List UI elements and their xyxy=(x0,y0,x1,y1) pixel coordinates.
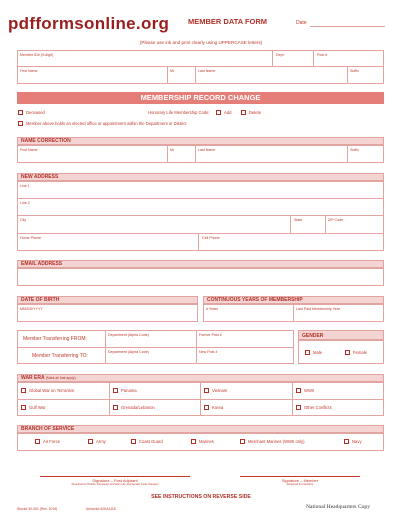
post-label: Post # xyxy=(317,53,328,57)
mi-label: MI xyxy=(170,69,174,73)
branch-airforce-label: Air Force xyxy=(43,439,60,444)
add-label: Add xyxy=(224,110,232,115)
last-name-label: Last Name xyxy=(198,69,216,73)
national-hq-copy: National Headquarters Copy xyxy=(306,504,370,510)
branch-marines-checkbox[interactable] xyxy=(191,439,196,444)
city-label: City xyxy=(20,218,27,222)
delete-checkbox[interactable] xyxy=(241,110,246,115)
branch-coastguard-label: Coast Guard xyxy=(139,439,163,444)
branch-merchant-checkbox[interactable] xyxy=(240,439,245,444)
email-field[interactable] xyxy=(17,268,384,286)
elected-label: Member above holds an elected office or appointment within the Department or District xyxy=(26,121,187,126)
war-era-header xyxy=(17,374,384,382)
branch-airforce-checkbox[interactable] xyxy=(35,439,40,444)
dob-format-label: MM/DD/YYYY xyxy=(20,307,43,311)
sig-right-note: (Required for transfers) xyxy=(286,483,314,486)
first-name-label: First Name xyxy=(20,69,38,73)
nc-first-label: First Name xyxy=(20,148,38,152)
war-vietnam-checkbox[interactable] xyxy=(204,388,209,393)
war-grenada-checkbox[interactable] xyxy=(113,405,118,410)
war-panama-label: Panama xyxy=(121,388,137,393)
transfer-to-label: Member Transferring TO: xyxy=(32,353,88,359)
branch-navy-checkbox[interactable] xyxy=(344,439,349,444)
years-header: CONTINUOUS YEARS OF MEMBERSHIP xyxy=(203,296,384,304)
branch-marines-label: Marines xyxy=(199,439,214,444)
last-paid-label: Last Paid Membership Year xyxy=(296,307,340,311)
deceased-checkbox[interactable] xyxy=(18,110,23,115)
branch-header: BRANCH OF SERVICE xyxy=(17,425,384,433)
date-line[interactable] xyxy=(310,26,385,27)
war-gulf-checkbox[interactable] xyxy=(21,405,26,410)
name-correction-header: NAME CORRECTION xyxy=(17,137,384,145)
site-watermark: pdfformsonline.org xyxy=(8,14,170,33)
honorary-label: Honorary Life Membership Code: xyxy=(148,110,210,115)
war-era-note: (Mark all that apply) xyxy=(45,376,76,380)
stock-number: Stock# 30-051 (Rev. 2019) xyxy=(17,507,58,511)
new-post-label: New Post # xyxy=(199,350,218,354)
add-checkbox[interactable] xyxy=(216,110,221,115)
nc-mi-label: MI xyxy=(170,148,174,152)
new-address-header: NEW ADDRESS xyxy=(17,173,384,181)
sig-left-note: (Required for Deaths, Deceased, Honorary Life and Gender Code changes) xyxy=(71,483,159,486)
branch-army-checkbox[interactable] xyxy=(88,439,93,444)
war-vietnam-label: Vietnam xyxy=(212,388,228,393)
war-gwot-checkbox[interactable] xyxy=(21,388,26,393)
line2-label: Line 2 xyxy=(20,201,30,205)
suffix-label: Suffix xyxy=(350,69,359,73)
sig-left-label: Signature – Post Adjutant xyxy=(92,478,138,483)
war-grenada-label: Grenada/Lebanon xyxy=(121,405,155,410)
war-gwot-label: Global War on Terrorism xyxy=(29,388,75,393)
transfer-from-label: Member Transferring FROM: xyxy=(23,336,87,342)
war-korea-checkbox[interactable] xyxy=(204,405,209,410)
years-label: # Years xyxy=(206,307,218,311)
male-label: Male xyxy=(313,350,323,355)
nc-last-label: Last Name xyxy=(198,148,216,152)
war-other-checkbox[interactable] xyxy=(296,405,301,410)
artwork-number: Artwork# 62KA1118 xyxy=(86,507,116,511)
war-gulf-label: Gulf War xyxy=(29,405,46,410)
elected-checkbox[interactable] xyxy=(18,121,23,126)
delete-label: Delete xyxy=(249,110,262,115)
dept-to-label: Department (Alpha Code) xyxy=(108,350,149,354)
instruction-text: (Please use ink and print clearly using UPPERCASE letters) xyxy=(139,40,263,45)
date-label: Date xyxy=(296,20,307,26)
male-checkbox[interactable] xyxy=(305,350,310,355)
membership-change-bar: MEMBERSHIP RECORD CHANGE xyxy=(17,92,384,104)
sig-right-label: Signature – Member xyxy=(281,478,319,483)
home-phone-label: Home Phone xyxy=(20,236,41,240)
form-title: MEMBER DATA FORM xyxy=(188,17,268,26)
female-checkbox[interactable] xyxy=(345,350,350,355)
post-adjutant-signature-line[interactable] xyxy=(40,476,190,477)
war-wwii-label: WWII xyxy=(304,388,315,393)
dob-header: DATE OF BIRTH xyxy=(17,296,198,304)
dob-field[interactable] xyxy=(17,304,198,322)
branch-merchant-label: Merchant Marines (WWII only) xyxy=(248,439,305,444)
war-panama-checkbox[interactable] xyxy=(113,388,118,393)
cell-phone-label: Cell Phone xyxy=(202,236,220,240)
branch-army-label: Army xyxy=(96,439,106,444)
deceased-label: Deceased xyxy=(26,110,45,115)
see-instructions: SEE INSTRUCTIONS ON REVERSE SIDE xyxy=(151,494,251,500)
member-signature-line[interactable] xyxy=(240,476,360,477)
zip-label: ZIP Code xyxy=(328,218,344,222)
war-other-label: Other Conflicts xyxy=(304,405,332,410)
email-header: EMAIL ADDRESS xyxy=(17,260,384,268)
member-id-label: Member ID# (9-digit) xyxy=(20,53,53,57)
state-label: State xyxy=(294,218,303,222)
war-korea-label: Korea xyxy=(212,405,224,410)
branch-navy-label: Navy xyxy=(352,439,362,444)
war-wwii-checkbox[interactable] xyxy=(296,388,301,393)
member-id-box xyxy=(17,50,384,84)
gender-header: GENDER xyxy=(298,330,384,340)
former-post-label: Former Post # xyxy=(199,333,222,337)
dept-label: Dept. xyxy=(276,53,285,57)
war-era-title: WAR ERA xyxy=(21,375,45,381)
female-label: Female xyxy=(353,350,367,355)
line1-label: Line 1 xyxy=(20,184,30,188)
dept-from-label: Department (Alpha Code) xyxy=(108,333,149,337)
branch-coastguard-checkbox[interactable] xyxy=(131,439,136,444)
nc-suffix-label: Suffix xyxy=(350,148,359,152)
